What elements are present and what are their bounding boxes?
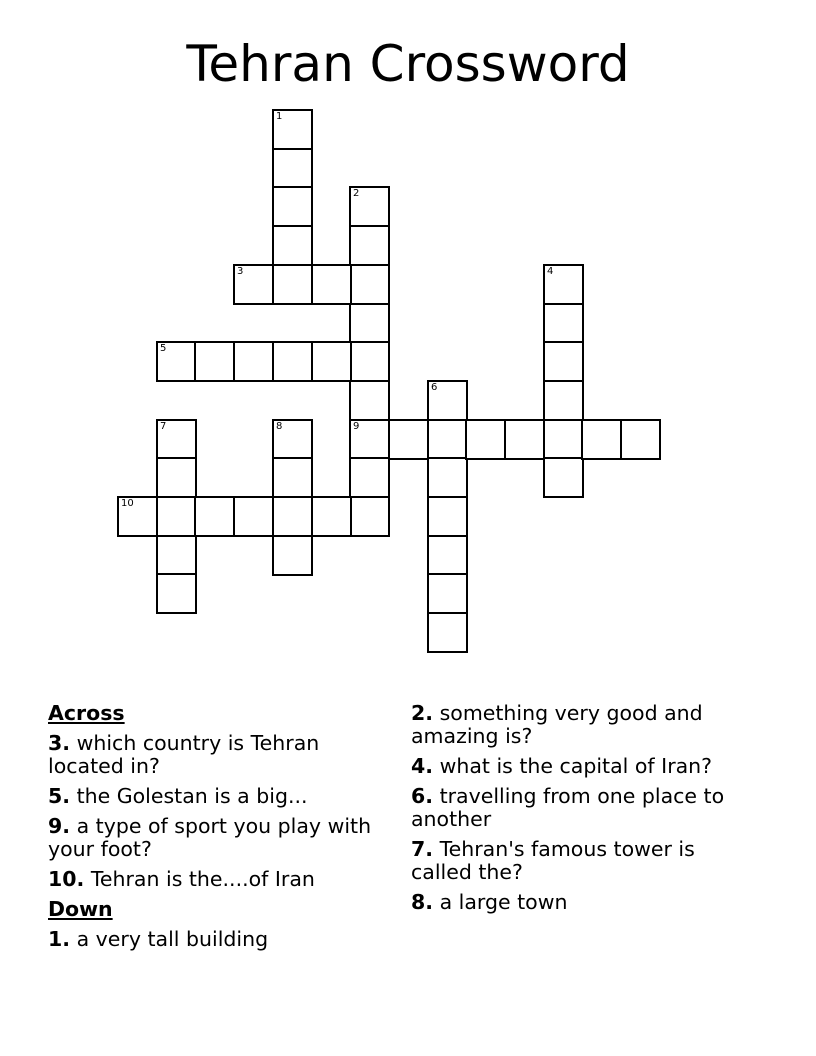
grid-cell[interactable] [117,496,158,537]
grid-cell[interactable] [349,457,390,498]
grid-cell[interactable] [156,573,197,614]
grid-cell[interactable] [311,341,352,382]
clue-down-2: 2. something very good and amazing is? [411,701,703,748]
grid-cell[interactable] [272,186,313,227]
grid-cell[interactable] [427,380,468,421]
grid-cell[interactable] [465,419,506,460]
grid-cell[interactable] [156,496,197,537]
grid-cell[interactable] [349,380,390,421]
grid-cell[interactable] [427,535,468,576]
clue-down-1: 1. a very tall building [48,927,269,951]
clue-across-3: 3. which country is Tehran located in? [48,731,320,778]
grid-cell[interactable] [272,457,313,498]
grid-cell[interactable] [194,496,235,537]
grid-cell[interactable] [272,341,313,382]
across-heading: Across [48,701,125,725]
grid-cell[interactable] [156,535,197,576]
grid-cell[interactable] [349,264,390,305]
grid-cell[interactable] [156,341,197,382]
grid-cell[interactable] [272,264,313,305]
grid-cell[interactable] [543,380,584,421]
grid-cell[interactable] [311,496,352,537]
cell-number: 5 [160,343,167,354]
grid-cell[interactable] [427,419,468,460]
grid-cell[interactable] [504,419,545,460]
grid-cell[interactable] [272,225,313,266]
grid-cell[interactable] [543,341,584,382]
cell-number: 8 [276,421,283,432]
page-title: Tehran Crossword [186,35,630,93]
cell-number: 2 [353,188,360,199]
grid-cell[interactable] [427,573,468,614]
clue-down-4: 4. what is the capital of Iran? [411,754,713,778]
grid-cell[interactable] [349,303,390,344]
grid-cell[interactable] [388,419,429,460]
grid-cell[interactable] [233,341,274,382]
grid-cell[interactable] [349,225,390,266]
grid-cell[interactable] [194,341,235,382]
grid-cell[interactable] [349,496,390,537]
grid-cell[interactable] [427,612,468,653]
cell-number: 3 [237,266,244,277]
grid-cell[interactable] [349,419,390,460]
cell-number: 6 [431,382,438,393]
cell-number: 9 [353,421,360,432]
grid-cell[interactable] [543,457,584,498]
cell-number: 7 [160,421,167,432]
grid-cell[interactable] [581,419,622,460]
grid-cell[interactable] [620,419,661,460]
grid-cell[interactable] [272,148,313,189]
grid-cell[interactable] [349,341,390,382]
grid-cell[interactable] [272,419,313,460]
clue-across-5: 5. the Golestan is a big... [48,784,308,808]
grid-cell[interactable] [349,186,390,227]
grid-cell[interactable] [543,264,584,305]
clue-across-10: 10. Tehran is the....of Iran [48,867,315,891]
clue-down-7: 7. Tehran's famous tower is called the? [411,837,695,884]
cell-number: 1 [276,111,283,122]
clues-column-left [48,702,378,958]
cell-number: 10 [121,498,134,509]
clues-column-right [411,702,751,921]
grid-cell[interactable] [543,419,584,460]
clue-down-8: 8. a large town [411,890,568,914]
grid-cell[interactable] [272,535,313,576]
clue-down-6: 6. travelling from one place to another [411,784,725,831]
grid-cell[interactable] [272,109,313,150]
grid-cell[interactable] [233,264,274,305]
grid-cell[interactable] [156,419,197,460]
grid-cell[interactable] [272,496,313,537]
down-heading: Down [48,897,113,921]
clue-across-9: 9. a type of sport you play with your foot? [48,814,372,861]
grid-cell[interactable] [427,496,468,537]
grid-cell[interactable] [427,457,468,498]
grid-cell[interactable] [311,264,352,305]
grid-cell[interactable] [233,496,274,537]
grid-cell[interactable] [543,303,584,344]
cell-number: 4 [547,266,554,277]
grid-cell[interactable] [156,457,197,498]
